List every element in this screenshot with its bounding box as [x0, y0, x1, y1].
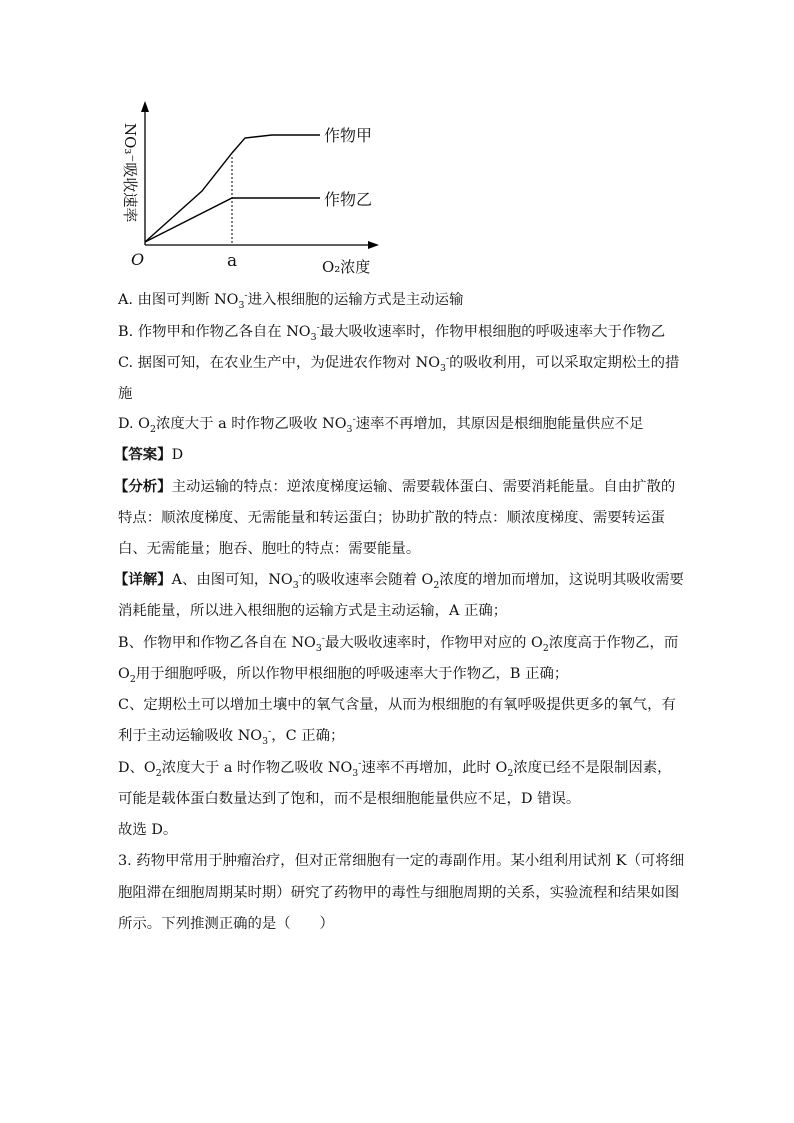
detail-line-7: D、$O_2$浓度大于 a 时作物乙吸收 $NO_3^-$速率不再增加，此时 $O_2$浓度已经不是限制因素，: [118, 758, 672, 779]
origin-label: O: [131, 250, 145, 269]
x-axis-label: O₂浓度: [322, 258, 371, 276]
detail-line-1: 【详解】A、由图可知，$NO_3^-$的吸收速率会随着 $O_2$浓度的增加而增加，这说明其吸收需要: [114, 570, 684, 591]
answer-label: 【答案】: [114, 446, 172, 463]
y-axis-arrow: [141, 101, 149, 112]
y-axis-label: NO₃⁻吸收速率: [121, 123, 139, 223]
detail-line-8: 可能是载体蛋白数量达到了饱和，而不是根细胞能量供应不足，D 错误。: [118, 791, 581, 807]
analysis-line-2: 特点：顺浓度梯度、无需能量和转运蛋白；协助扩散的特点：顺浓度梯度、需要转运蛋: [118, 510, 665, 526]
question-3-line-1: 3. 药物甲常用于肿瘤治疗，但对正常细胞有一定的毒副作用。某小组利用试剂 K（可将细: [118, 853, 685, 869]
detail-line-9: 故选 D。: [118, 822, 178, 838]
analysis-line-3: 白、无需能量；胞吞、胞吐的特点：需要能量。: [118, 541, 421, 557]
detail-label: 【详解】: [114, 571, 172, 588]
option-b: B. 作物甲和作物乙各自在 $NO_3^-$最大吸收速率时，作物甲根细胞的呼吸速率大于作物乙: [118, 322, 666, 343]
curve-crop-b: [145, 198, 320, 242]
absorption-rate-graph: [110, 95, 400, 280]
detail-line-4: $O_2$用于细胞呼吸，所以作物甲根细胞的呼吸速率大于作物乙，B 正确；: [118, 666, 569, 685]
detail-line-3: B、作物甲和作物乙各自在 $NO_3^-$最大吸收速率时，作物甲对应的 $O_2$浓度高于作物乙，而: [118, 633, 679, 654]
analysis-line-1: 【分析】主动运输的特点：逆浓度梯度运输、需要载体蛋白、需要消耗能量。自由扩散的: [114, 478, 676, 495]
detail-line-5: C、定期松土可以增加土壤中的氧气含量，从而为根细胞的有氧呼吸提供更多的氧气，有: [118, 697, 676, 713]
answer-value: D: [171, 447, 184, 463]
analysis-label: 【分析】: [114, 478, 172, 495]
option-a: A. 由图可判断 $NO_3^-$进入根细胞的运输方式是主动运输: [118, 290, 464, 311]
detail-line-2: 消耗能量，所以进入根细胞的运输方式是主动运输，A 正确；: [118, 603, 508, 619]
series-b-label: 作物乙: [324, 190, 373, 209]
answer: [114, 445, 183, 465]
question-3-line-2: 胞阻滞在细胞周期某时期）研究了药物甲的毒性与细胞周期的关系，实验流程和结果如图: [118, 885, 680, 901]
option-c: C. 据图可知，在农业生产中，为促进农作物对 $NO_3^-$的吸收利用，可以采取定期松土的措: [118, 353, 680, 374]
detail-line-6: 利于主动运输吸收 $NO_3^-$，C 正确；: [118, 726, 345, 747]
series-a-label: 作物甲: [324, 126, 373, 145]
x-axis-arrow: [368, 241, 379, 249]
x-tick-a: a: [227, 251, 238, 271]
option-c-continued: 施: [118, 386, 133, 402]
question-3-line-3: 所示。下列推测正确的是（ ）: [118, 916, 334, 932]
option-d: D. $O_2$浓度大于 a 时作物乙吸收 $NO_3^-$速率不再增加，其原因是根细胞能量供应不足: [118, 414, 644, 435]
